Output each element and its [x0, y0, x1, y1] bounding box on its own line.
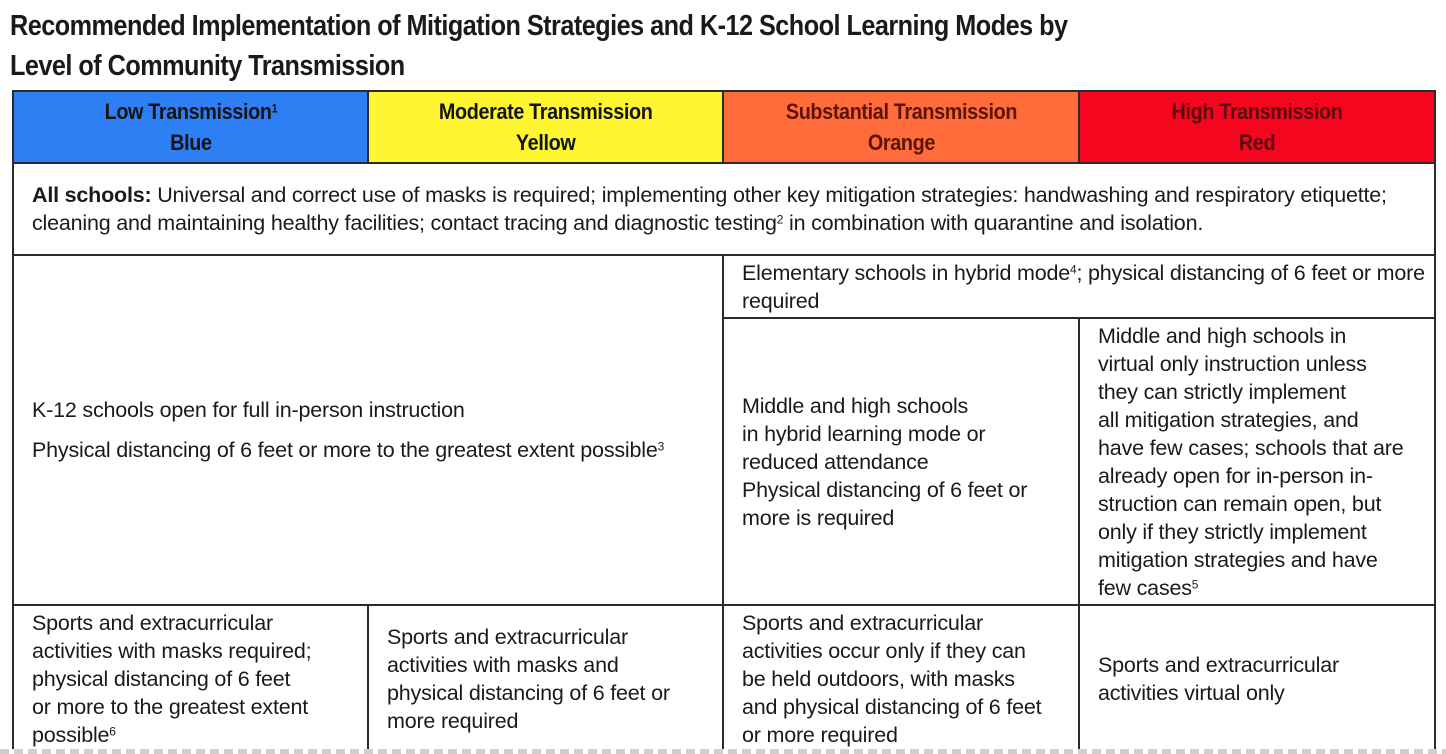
elementary-text-b: ; physical distancing of 6 feet or more required: [742, 260, 1425, 313]
text-line: Sports and extracurricular: [742, 611, 983, 635]
text-line: or more required: [742, 723, 898, 747]
text-line: all mitigation strategies, and: [1098, 407, 1359, 432]
text-line: or more to the greatest extent: [32, 695, 309, 719]
text-line: [32, 721, 359, 749]
cropped-footnote-strip: [0, 749, 1446, 754]
sports-high-cell: [1079, 605, 1435, 753]
all-schools-label: All schools:: [32, 183, 152, 207]
text-line: physical distancing of 6 feet: [32, 667, 291, 691]
sports-moderate-cell: [368, 605, 723, 753]
full-in-person-text: K-12 schools open for full in-person instruction: [32, 398, 465, 422]
footnote-marker: 6: [109, 724, 116, 739]
text-line: activities with masks required;: [32, 639, 312, 663]
sports-row: [13, 605, 1435, 753]
learning-mode-row-1: [13, 255, 1435, 318]
header-substantial-transmission: [723, 91, 1079, 163]
text-line: in hybrid learning mode or: [742, 421, 986, 446]
all-schools-text-b: in combination with quarantine and isolation.: [783, 211, 1204, 235]
text-line-content: possible: [32, 723, 110, 747]
transmission-table: [12, 90, 1436, 754]
all-schools-row: [13, 163, 1435, 255]
distancing-greatest-extent-text: [32, 436, 714, 464]
header-row: [13, 91, 1435, 163]
text-line: reduced attendance: [742, 449, 929, 474]
header-moderate-level: Moderate Transmission: [438, 99, 653, 124]
header-high-transmission: [1079, 91, 1435, 163]
text-line: they can strictly implement: [1098, 379, 1346, 404]
header-moderate-transmission: [368, 91, 723, 163]
header-substantial-color: Orange: [867, 130, 935, 155]
text-line: physical distancing of 6 feet or: [387, 681, 670, 705]
all-schools-cell: [13, 163, 1435, 255]
text-line: be held outdoors, with masks: [742, 667, 1015, 691]
text-line: Sports and extracurricular: [1098, 653, 1339, 677]
all-schools-text-a: Universal and correct use of masks is required; implementing other key mitigation strategies: handwashing and respiratory etiquette; cleaning and maintaining healthy facilities; contact tracing and diagnostic testing: [32, 183, 1387, 235]
footnote-marker: 5: [1191, 576, 1199, 591]
text-line: [1098, 574, 1426, 602]
text-line-content: few cases: [1098, 575, 1192, 600]
text-line: Sports and extracurricular: [32, 611, 273, 635]
text-line: Sports and extracurricular: [387, 625, 628, 649]
text-line: mitigation strategies and have: [1098, 547, 1378, 572]
text-line: activities occur only if they can: [742, 639, 1026, 663]
header-low-color: Blue: [169, 130, 212, 155]
text-line: have few cases; schools that are: [1098, 435, 1404, 460]
substantial-middle-high-cell: [723, 318, 1079, 605]
text-line: and physical distancing of 6 feet: [742, 695, 1042, 719]
header-high-color: Red: [1238, 130, 1276, 155]
header-moderate-color: Yellow: [515, 130, 576, 155]
text-line: more required: [387, 709, 519, 733]
text-line: struction can remain open, but: [1098, 491, 1382, 516]
text-line: Middle and high schools in: [1098, 323, 1347, 348]
low-moderate-learning-mode-cell: [13, 255, 723, 605]
header-low-level: Low Transmission: [104, 99, 272, 124]
page-title: [10, 6, 1141, 86]
footnote-marker: 4: [1070, 261, 1077, 276]
footnote-marker: 3: [657, 439, 665, 454]
high-middle-high-cell: [1079, 318, 1435, 605]
page-title-line-1: Recommended Implementation of Mitigation Strategies and K-12 School Learning Modes by: [10, 10, 1068, 42]
text-line: only if they strictly implement: [1098, 519, 1367, 544]
header-high-level: High Transmission: [1171, 99, 1343, 124]
page-title-line-2: Level of Community Transmission: [10, 50, 405, 82]
text-line: activities virtual only: [1098, 681, 1285, 705]
header-low-transmission: [13, 91, 368, 163]
text-line: already open for in-person in-: [1098, 463, 1373, 488]
elementary-text-a: Elementary schools in hybrid mode: [742, 260, 1071, 285]
text-line: activities with masks and: [387, 653, 619, 677]
elementary-hybrid-cell: [723, 255, 1435, 318]
distancing-greatest-extent-line: Physical distancing of 6 feet or more to the greatest extent possible: [32, 438, 658, 462]
text-line: virtual only instruction unless: [1098, 351, 1367, 376]
sports-substantial-cell: [723, 605, 1079, 753]
text-line: Middle and high schools: [742, 393, 969, 418]
sports-low-cell: [13, 605, 368, 753]
text-line: Physical distancing of 6 feet or: [742, 477, 1028, 502]
footnote-marker: 1: [271, 101, 277, 116]
header-substantial-level: Substantial Transmission: [785, 99, 1017, 124]
text-line: more is required: [742, 505, 895, 530]
footnote-marker: 2: [776, 212, 784, 227]
